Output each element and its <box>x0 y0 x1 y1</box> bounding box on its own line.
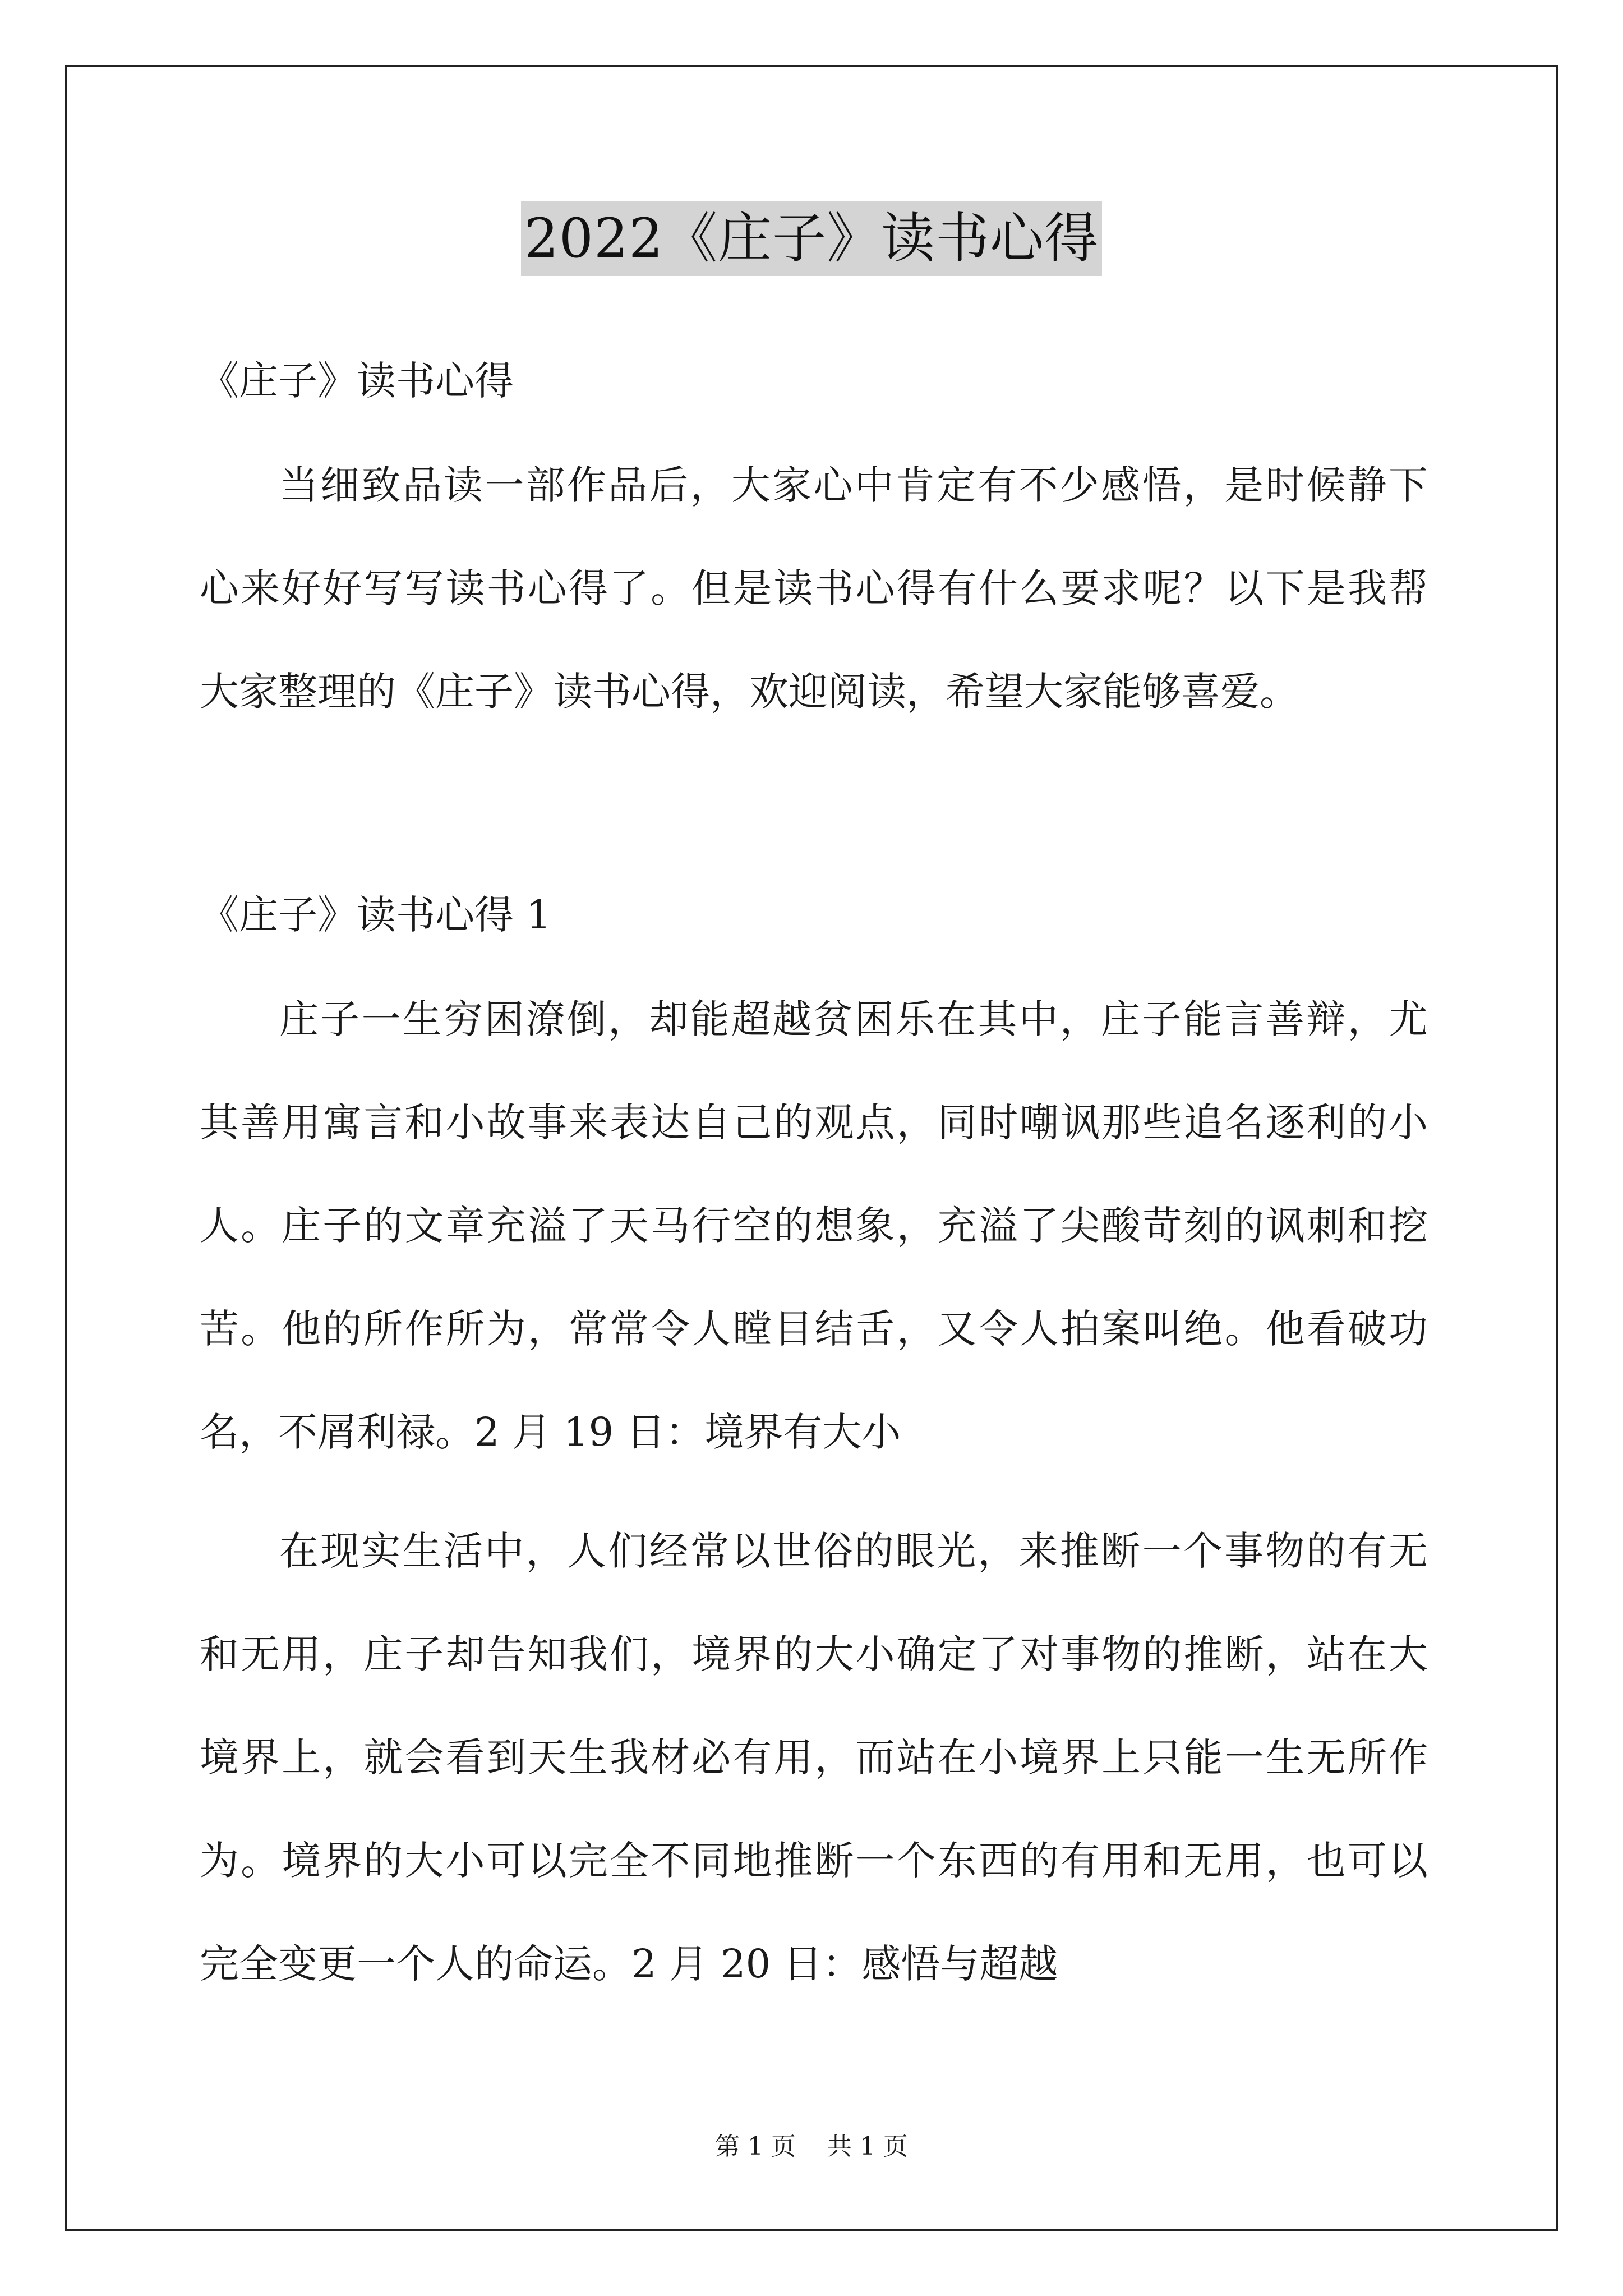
intro-line-1: 当细致品读一部作品后，大家心中肯定有不少感悟，是时候静下 <box>279 462 1428 508</box>
subtitle: 《庄子》读书心得 <box>200 358 514 404</box>
intro-line-2: 心来好好写写读书心得了。但是读书心得有什么要求呢？以下是我帮 <box>200 565 1428 611</box>
intro-line-3: 大家整理的《庄子》读书心得，欢迎阅读，希望大家能够喜爱。 <box>200 669 1299 715</box>
para2-line-4: 为。境界的大小可以完全不同地推断一个东西的有用和无用，也可以 <box>200 1838 1428 1884</box>
page-footer <box>0 2132 1623 2162</box>
para2-line-1: 在现实生活中，人们经常以世俗的眼光，来推断一个事物的有无 <box>279 1528 1428 1574</box>
page-number: 第 1 页 <box>715 2132 796 2161</box>
para2-line-2: 和无用，庄子却告知我们，境界的大小确定了对事物的推断，站在大 <box>200 1631 1428 1677</box>
title-container <box>0 201 1623 276</box>
para1-line-1: 庄子一生穷困潦倒，却能超越贫困乐在其中，庄子能言善辩，尤 <box>279 996 1428 1042</box>
para1-line-4: 苦。他的所作所为，常常令人瞠目结舌，又令人拍案叫绝。他看破功 <box>200 1306 1428 1352</box>
para2-line-5: 完全变更一个人的命运。2 月 20 日：感悟与超越 <box>200 1941 1058 1987</box>
para1-line-3: 人。庄子的文章充溢了天马行空的想象，充溢了尖酸苛刻的讽刺和挖 <box>200 1203 1428 1249</box>
section-heading: 《庄子》读书心得 1 <box>200 892 551 938</box>
para1-line-5: 名，不屑利禄。2 月 19 日：境界有大小 <box>200 1409 901 1455</box>
para1-line-2: 其善用寓言和小故事来表达自己的观点，同时嘲讽那些追名逐利的小 <box>200 1099 1428 1145</box>
document-title: 2022《庄子》读书心得 <box>521 201 1102 276</box>
page-total: 共 1 页 <box>827 2132 908 2161</box>
para2-line-3: 境界上，就会看到天生我材必有用，而站在小境界上只能一生无所作 <box>200 1734 1428 1780</box>
